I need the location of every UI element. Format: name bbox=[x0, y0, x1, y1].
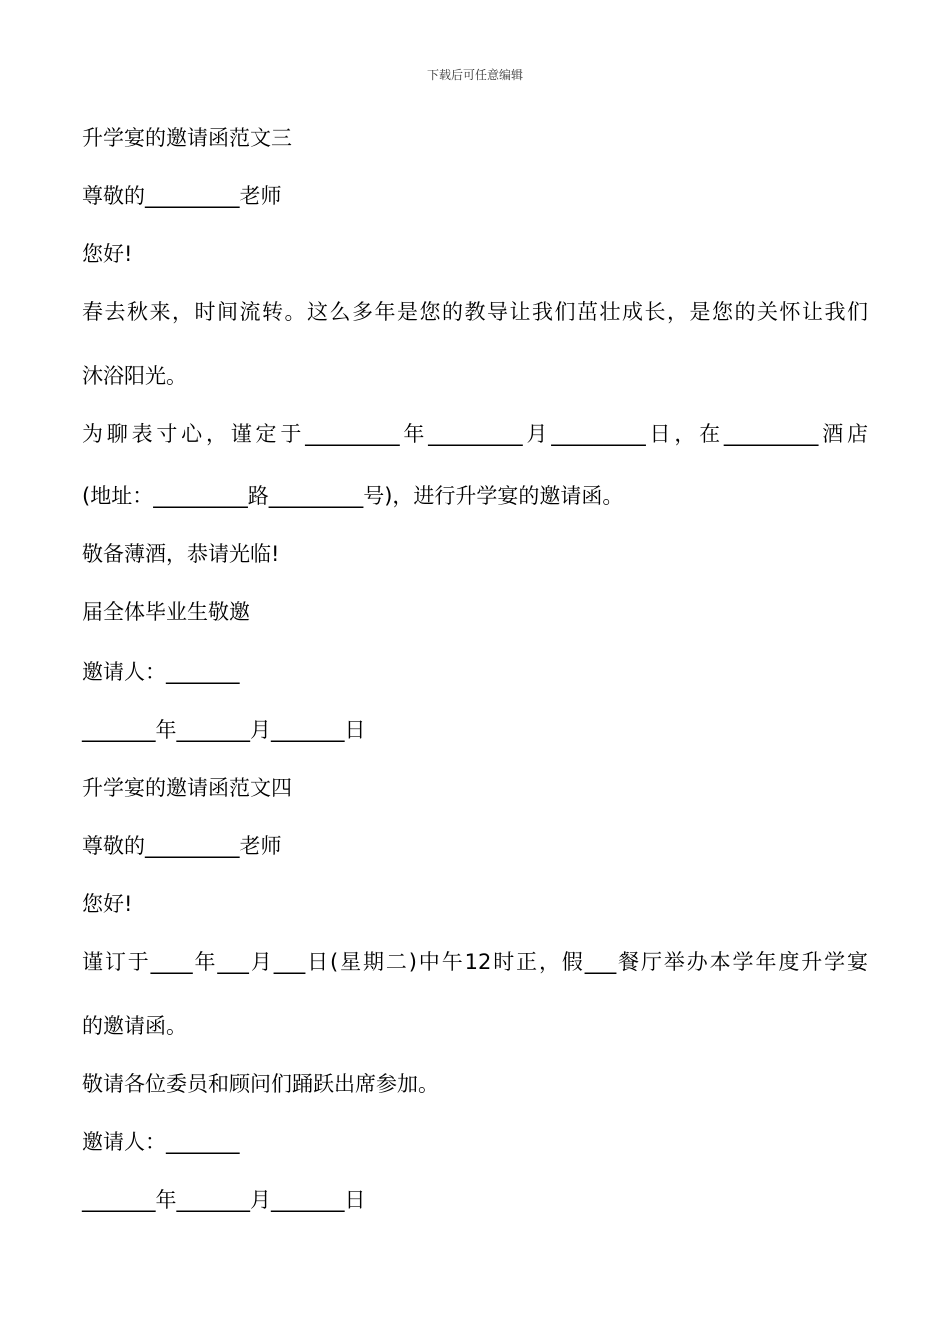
section4-inviter: 邀请人：_______ bbox=[82, 1130, 240, 1154]
section3-paragraph2-line1: 为聊表寸心，谨定于_________年_________月_________日，在_________酒店 bbox=[82, 422, 868, 446]
section3-paragraph2-line2: (地址：_________路_________号)，进行升学宴的邀请函。 bbox=[82, 484, 624, 508]
section4-paragraph1-line2: 的邀请函。 bbox=[82, 1014, 187, 1038]
section3-title: 升学宴的邀请函范文三 bbox=[82, 126, 292, 150]
section3-inviter: 邀请人：_______ bbox=[82, 660, 240, 684]
section4-closing: 敬请各位委员和顾问们踊跃出席参加。 bbox=[82, 1072, 439, 1096]
section3-date: _______年_______月_______日 bbox=[82, 718, 366, 742]
section4-salutation: 尊敬的_________老师 bbox=[82, 834, 282, 858]
section3-salutation: 尊敬的_________老师 bbox=[82, 184, 282, 208]
section3-paragraph1-line2: 沐浴阳光。 bbox=[82, 364, 187, 388]
section4-date: _______年_______月_______日 bbox=[82, 1188, 366, 1212]
section4-title: 升学宴的邀请函范文四 bbox=[82, 776, 292, 800]
section4-paragraph1-line1: 谨订于____年___月___日(星期二)中午12时正，假___餐厅举办本学年度升学宴 bbox=[82, 950, 868, 974]
section4-greeting: 您好! bbox=[82, 892, 133, 916]
section3-signature: 届全体毕业生敬邀 bbox=[82, 600, 250, 624]
section3-paragraph1-line1: 春去秋来，时间流转。这么多年是您的教导让我们茁壮成长，是您的关怀让我们 bbox=[82, 300, 868, 324]
header-note: 下载后可任意编辑 bbox=[426, 68, 523, 82]
section3-closing: 敬备薄酒，恭请光临! bbox=[82, 542, 280, 566]
section3-greeting: 您好! bbox=[82, 242, 133, 266]
